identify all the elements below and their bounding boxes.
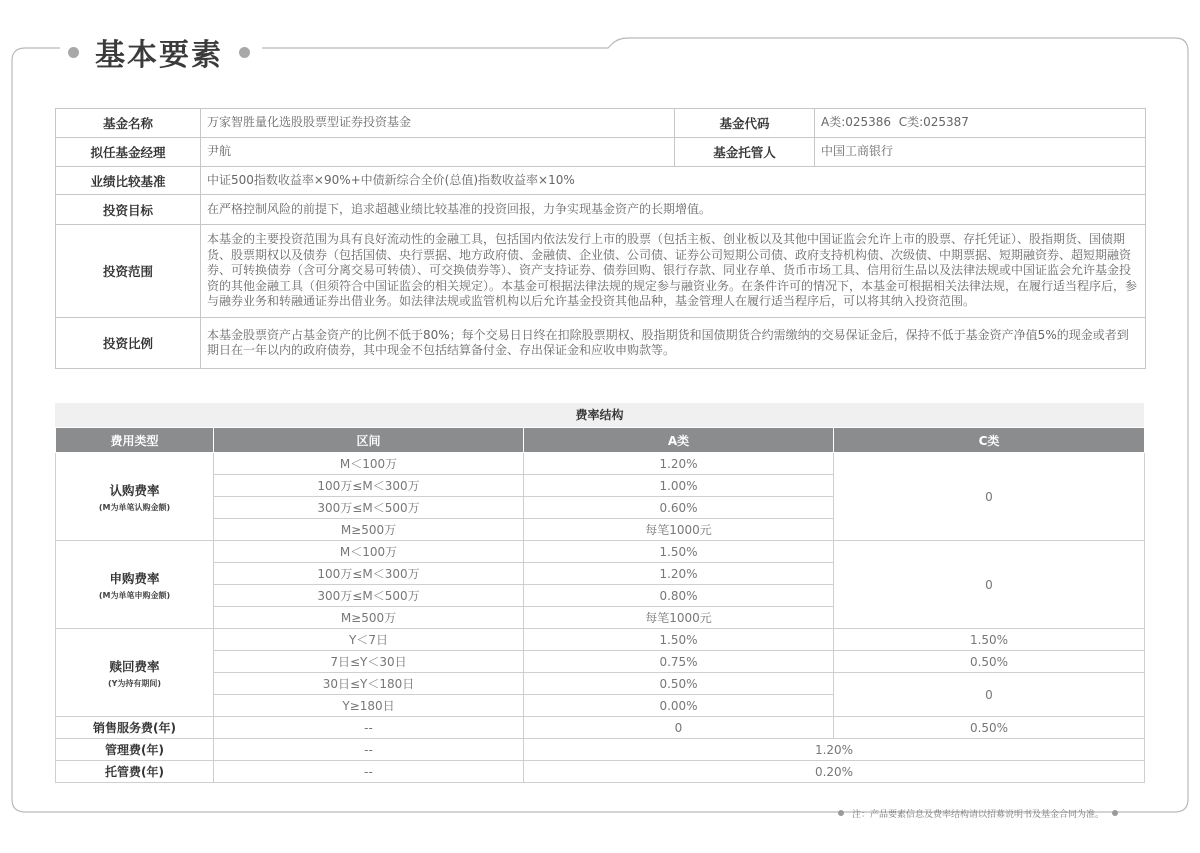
class-a-cell: 1.20% [524,453,834,475]
class-a-cell: 1.50% [524,629,834,651]
table-row [56,109,1146,138]
subscription-fee-type [56,453,214,541]
range-cell: 7日≤Y＜30日 [214,651,524,673]
class-ac-cell: 1.20% [524,739,1145,761]
fee-structure-table [55,427,1145,783]
range-cell: 300万≤M＜500万 [214,497,524,519]
class-a-cell: 0.50% [524,673,834,695]
fee-type-name: 认购费率 [109,482,160,498]
fee-type-name: 赎回费率 [109,658,160,674]
class-a-cell: 0.75% [524,651,834,673]
table-row [56,225,1146,318]
section-header [68,30,250,74]
range-cell: Y＜7日 [214,629,524,651]
scope-label: 投资范围 [56,225,201,318]
objective-value: 在严格控制风险的前提下，追求超越业绩比较基准的投资回报，力争实现基金资产的长期增值。 [201,195,1146,225]
custodian-label: 基金托管人 [675,138,815,167]
table-row [56,138,1146,167]
range-cell: M＜100万 [214,541,524,563]
class-a-cell: 0.00% [524,695,834,717]
manager-label: 拟任基金经理 [56,138,201,167]
class-c-cell: 1.50% [834,629,1145,651]
class-a-cell: 0 [524,717,834,739]
fee-type-name: 申购费率 [109,570,160,586]
purchase-fee-type [56,541,214,629]
table-row [56,195,1146,225]
table-row [56,673,1145,695]
range-cell: 100万≤M＜300万 [214,563,524,585]
header-range: 区间 [214,428,524,453]
class-c-cell: 0.50% [834,717,1145,739]
table-row [56,318,1146,369]
class-c-cell: 0 [834,453,1145,541]
fund-code-label: 基金代码 [675,109,815,138]
custodian-value: 中国工商银行 [815,138,1146,167]
benchmark-label: 业绩比较基准 [56,167,201,195]
class-a-cell: 每笔1000元 [524,519,834,541]
class-a-cell: 每笔1000元 [524,607,834,629]
range-cell: -- [214,717,524,739]
class-c-cell: 0.50% [834,651,1145,673]
table-row [56,761,1145,783]
fee-structure-title: 费率结构 [55,403,1144,427]
fee-type-note: (M为单笔申购金额) [98,590,171,600]
redemption-fee-type [56,629,214,717]
class-a-cell: 1.50% [524,541,834,563]
scope-value: 本基金的主要投资范围为具有良好流动性的金融工具，包括国内依法发行上市的股票（包括主板、创业板以及其他中国证监会允许上市的股票、存托凭证）、股指期货、国债期货、股票期权以及债券（包括国债、央行票据、地方政府债、金融债、企业债、公司债、证券公司短期公司债、政府支持机构债、次级债、中期票据、短期融资券、超短期融资券、可转换债券（含可分离交易可转债）、可交换债券等）、资产支持证券、债券回购、银行存款、同业存单、货币市场工具、信用衍生品以及法律法规或中国证监会允许基金投资的其他金融工具（但须符合中国证监会的相关规定）。本基金可根据法律法规的规定参与融资业务。在条件许可的情况下，本基金可根据相关法律法规，在履行适当程序后，参与融券业务和转融通证券出借业务。如法律法规或监管机构以后允许基金投资其他品种，基金管理人在履行适当程序后，可以将其纳入投资范围。 [201,225,1146,318]
table-row [56,651,1145,673]
table-row [56,629,1145,651]
ratio-label: 投资比例 [56,318,201,369]
class-c-cell: 0 [834,541,1145,629]
class-a-cell: 1.20% [524,563,834,585]
table-row [56,167,1146,195]
range-cell: Y≥180日 [214,695,524,717]
fund-name-label: 基金名称 [56,109,201,138]
range-cell: M＜100万 [214,453,524,475]
range-cell: 300万≤M＜500万 [214,585,524,607]
basic-info-table [55,108,1146,369]
range-cell: 30日≤Y＜180日 [214,673,524,695]
range-cell: M≥500万 [214,519,524,541]
class-a-cell: 0.80% [524,585,834,607]
page-title: 基本要素 [95,38,223,73]
footer-note-text: 注：产品要素信息及费率结构请以招募说明书及基金合同为准。 [852,809,1105,820]
ratio-value: 本基金股票资产占基金资产的比例不低于80%；每个交易日日终在扣除股票期权、股指期货和国债期货合约需缴纳的交易保证金后，保持不低于基金资产净值5%的现金或者到期日在一年以内的政府债券，其中现金不包括结算备付金、存出保证金和应收申购款等。 [201,318,1146,369]
sales-service-fee-type: 销售服务费(年) [56,717,214,739]
table-row [56,717,1145,739]
title-dot-right [239,47,250,58]
class-ac-cell: 0.20% [524,761,1145,783]
fund-code-value: A类:025386 C类:025387 [815,109,1146,138]
range-cell: -- [214,739,524,761]
custody-fee-type: 托管费(年) [56,761,214,783]
header-class-a: A类 [524,428,834,453]
header-fee-type: 费用类型 [56,428,214,453]
header-class-c: C类 [834,428,1145,453]
management-fee-type: 管理费(年) [56,739,214,761]
fund-name-value: 万家智胜量化选股股票型证券投资基金 [201,109,675,138]
title-dot-left [68,47,79,58]
range-cell: -- [214,761,524,783]
range-cell: 100万≤M＜300万 [214,475,524,497]
range-cell: M≥500万 [214,607,524,629]
table-row [56,739,1145,761]
note-dot-left [838,810,844,816]
table-row [56,453,1145,475]
fee-type-note: (M为单笔认购金额) [98,502,171,512]
benchmark-value: 中证500指数收益率×90%+中债新综合全价(总值)指数收益率×10% [201,167,1146,195]
objective-label: 投资目标 [56,195,201,225]
class-a-cell: 0.60% [524,497,834,519]
fee-header-row [56,428,1145,453]
class-c-cell: 0 [834,673,1145,717]
class-a-cell: 1.00% [524,475,834,497]
table-row [56,541,1145,563]
fee-type-note: (Y为持有期间) [107,678,162,688]
footer-note [830,806,1126,820]
note-dot-right [1112,810,1118,816]
manager-value: 尹航 [201,138,675,167]
